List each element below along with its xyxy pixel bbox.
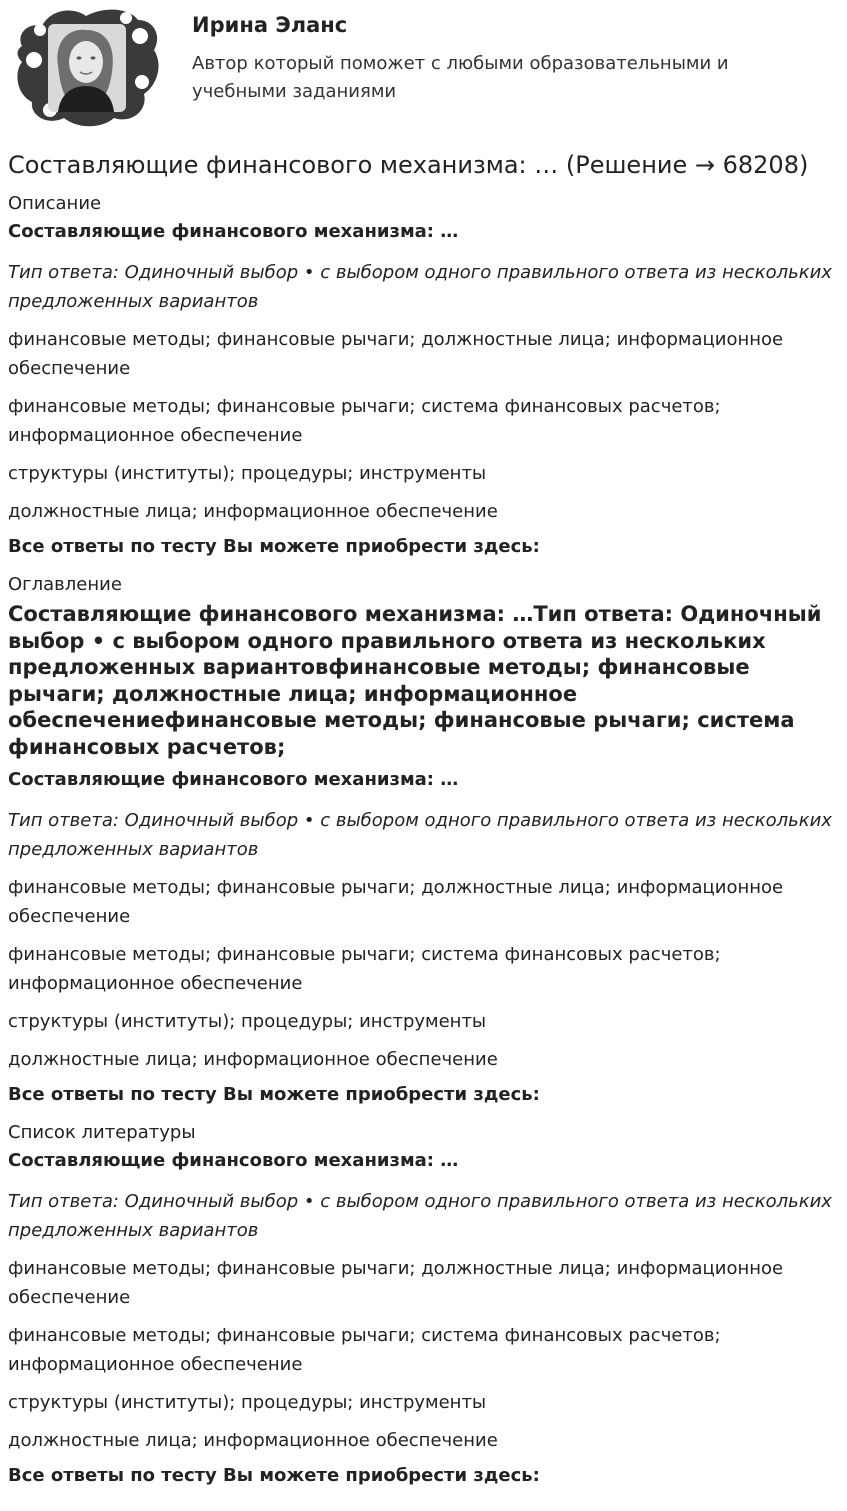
author-name: Ирина Эланс bbox=[192, 13, 348, 37]
answer-option: финансовые методы; финансовые рычаги; должностные лица; информационное обеспечение bbox=[8, 329, 784, 379]
answer-option: должностные лица; информационное обеспечение bbox=[8, 1049, 498, 1070]
author-avatar[interactable] bbox=[14, 6, 160, 128]
buy-answers-link[interactable]: Все ответы по тесту Вы можете приобрести здесь: bbox=[8, 536, 540, 557]
buy-answers-link[interactable]: Все ответы по тесту Вы можете приобрести здесь: bbox=[8, 1084, 540, 1105]
contents-heading: Составляющие финансового механизма: …Тип ответа: Одиночный выбор • с выбором одного правильного ответа из нескольких предложенных вариантовфинансовые методы; финансовые рычаги; должностные лица; информационное обеспечениефинансовые методы; финансовые рычаги; система финансовых расчетов; bbox=[8, 602, 822, 759]
section-description bbox=[8, 192, 839, 559]
answer-option: финансовые методы; финансовые рычаги; должностные лица; информационное обеспечение bbox=[8, 1258, 784, 1308]
answer-option: финансовые методы; финансовые рычаги; система финансовых расчетов; информационное обеспечение bbox=[8, 1325, 721, 1375]
author-block bbox=[8, 0, 839, 140]
answer-type: Тип ответа: Одиночный выбор • с выбором одного правильного ответа из нескольких предложенных вариантов bbox=[8, 810, 832, 860]
section-bibliography bbox=[8, 1121, 839, 1488]
section-label: Описание bbox=[8, 193, 102, 214]
answer-type: Тип ответа: Одиночный выбор • с выбором одного правильного ответа из нескольких предложенных вариантов bbox=[8, 262, 832, 312]
answer-option: структуры (институты); процедуры; инструменты bbox=[8, 463, 487, 484]
section-label: Список литературы bbox=[8, 1122, 196, 1143]
answer-option: должностные лица; информационное обеспечение bbox=[8, 1430, 498, 1451]
answer-option: финансовые методы; финансовые рычаги; должностные лица; информационное обеспечение bbox=[8, 877, 784, 927]
answer-option: финансовые методы; финансовые рычаги; система финансовых расчетов; информационное обеспечение bbox=[8, 944, 721, 994]
question-title: Составляющие финансового механизма: … bbox=[8, 221, 459, 242]
answer-type: Тип ответа: Одиночный выбор • с выбором одного правильного ответа из нескольких предложенных вариантов bbox=[8, 1191, 832, 1241]
buy-answers-link[interactable]: Все ответы по тесту Вы можете приобрести здесь: bbox=[8, 1465, 540, 1486]
section-contents bbox=[8, 573, 839, 1107]
question-title: Составляющие финансового механизма: … bbox=[8, 769, 459, 790]
question-title: Составляющие финансового механизма: … bbox=[8, 1150, 459, 1171]
answer-option: структуры (институты); процедуры; инструменты bbox=[8, 1011, 487, 1032]
answer-option: финансовые методы; финансовые рычаги; система финансовых расчетов; информационное обеспечение bbox=[8, 396, 721, 446]
page-title: Составляющие финансового механизма: … (Решение → 68208) bbox=[8, 151, 809, 179]
section-label: Оглавление bbox=[8, 574, 122, 595]
author-description: Автор который поможет с любыми образовательными и учебными заданиями bbox=[192, 53, 729, 102]
answer-option: должностные лица; информационное обеспечение bbox=[8, 501, 498, 522]
answer-option: структуры (институты); процедуры; инструменты bbox=[8, 1392, 487, 1413]
